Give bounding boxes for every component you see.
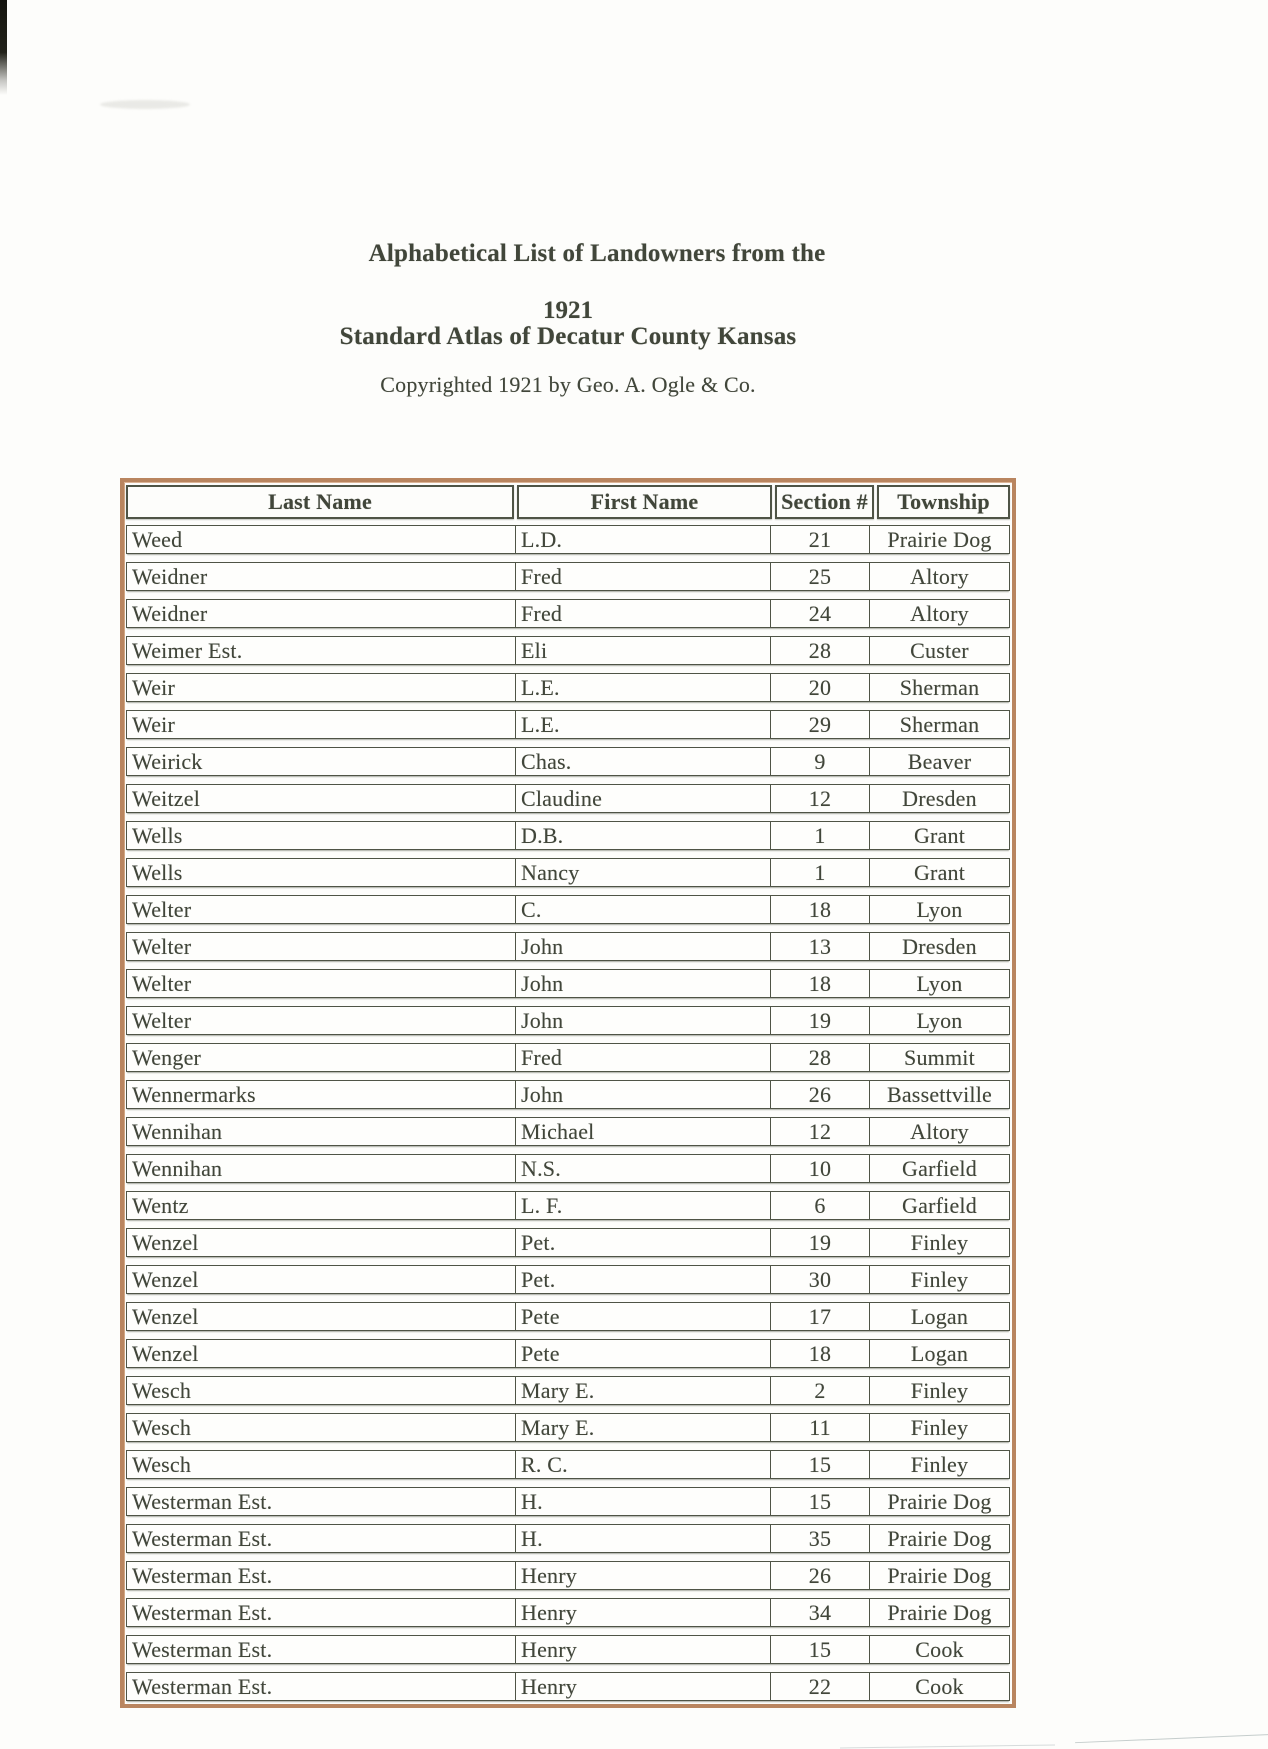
page-title-line3: Standard Atlas of Decatur County Kansas [339, 323, 797, 350]
cell-last-name: Westerman Est. [132, 1673, 273, 1699]
landowners-table [120, 478, 1016, 1708]
cell-township: Finley [869, 1451, 1009, 1478]
cell-last-name: Wentz [132, 1192, 189, 1218]
cell-township: Logan [869, 1303, 1009, 1330]
table-row [126, 1043, 1010, 1072]
cell-section: 18 [770, 896, 869, 923]
cell-township: Prairie Dog [869, 1599, 1009, 1626]
column-header-section: Section # [775, 485, 874, 519]
cell-section: 35 [770, 1525, 869, 1552]
cell-township: Grant [869, 859, 1009, 886]
cell-first-name: L.D. [515, 526, 770, 553]
cell-last-name: Weir [132, 711, 176, 737]
cell-township: Custer [869, 637, 1009, 664]
cell-last-name: Westerman Est. [132, 1562, 273, 1588]
cell-section: 18 [770, 970, 869, 997]
cell-section: 21 [770, 526, 869, 553]
cell-section: 29 [770, 711, 869, 738]
cell-section: 18 [770, 1340, 869, 1367]
cell-township: Finley [869, 1229, 1009, 1256]
table-row [126, 895, 1010, 924]
cell-last-name: Westerman Est. [132, 1636, 273, 1662]
table-row [126, 1450, 1010, 1479]
cell-section: 24 [770, 600, 869, 627]
cell-township: Grant [869, 822, 1009, 849]
cell-last-name: Wenzel [132, 1303, 199, 1329]
table-row [126, 1524, 1010, 1553]
cell-last-name: Welter [132, 1007, 192, 1033]
table-row [126, 1006, 1010, 1035]
cell-township: Garfield [869, 1192, 1009, 1219]
cell-section: 15 [770, 1488, 869, 1515]
cell-section: 20 [770, 674, 869, 701]
table-row [126, 821, 1010, 850]
cell-first-name: N.S. [515, 1155, 770, 1182]
cell-section: 13 [770, 933, 869, 960]
cell-last-name: Weir [132, 674, 176, 700]
cell-first-name: Fred [515, 600, 770, 627]
cell-last-name: Wesch [132, 1451, 192, 1477]
cell-last-name: Wenzel [132, 1266, 199, 1292]
table-row [126, 1265, 1010, 1294]
cell-township: Summit [869, 1044, 1009, 1071]
cell-last-name: Wennihan [132, 1118, 223, 1144]
cell-first-name: Pete [515, 1303, 770, 1330]
table-row [126, 1339, 1010, 1368]
table-row [126, 710, 1010, 739]
cell-first-name: Henry [515, 1599, 770, 1626]
cell-first-name: John [515, 933, 770, 960]
cell-last-name: Weed [132, 526, 183, 552]
cell-section: 12 [770, 785, 869, 812]
cell-last-name: Weirick [132, 748, 203, 774]
cell-first-name: Michael [515, 1118, 770, 1145]
cell-last-name: Weidner [132, 563, 208, 589]
cell-first-name: Henry [515, 1636, 770, 1663]
cell-last-name: Welter [132, 970, 192, 996]
cell-township: Garfield [869, 1155, 1009, 1182]
scan-smudge-artifact [100, 100, 190, 109]
cell-last-name: Weidner [132, 600, 208, 626]
cell-township: Sherman [869, 711, 1009, 738]
cell-first-name: L.E. [515, 711, 770, 738]
cell-first-name: Pet. [515, 1229, 770, 1256]
cell-last-name: Wenger [132, 1044, 202, 1070]
cell-township: Finley [869, 1414, 1009, 1441]
table-row [126, 1672, 1010, 1701]
cell-last-name: Weitzel [132, 785, 201, 811]
cell-first-name: John [515, 970, 770, 997]
cell-first-name: John [515, 1081, 770, 1108]
cell-township: Altory [869, 1118, 1009, 1145]
cell-township: Dresden [869, 933, 1009, 960]
cell-section: 12 [770, 1118, 869, 1145]
cell-township: Cook [869, 1673, 1009, 1700]
cell-first-name: D.B. [515, 822, 770, 849]
cell-section: 17 [770, 1303, 869, 1330]
table-row [126, 784, 1010, 813]
cell-township: Prairie Dog [869, 526, 1009, 553]
table-row [126, 1376, 1010, 1405]
table-row [126, 1191, 1010, 1220]
cell-section: 2 [770, 1377, 869, 1404]
cell-last-name: Weimer Est. [132, 637, 243, 663]
cell-first-name: Chas. [515, 748, 770, 775]
cell-township: Bassettville [869, 1081, 1009, 1108]
cell-township: Sherman [869, 674, 1009, 701]
cell-section: 1 [770, 822, 869, 849]
cell-first-name: H. [515, 1488, 770, 1515]
table-row [126, 636, 1010, 665]
cell-first-name: Henry [515, 1562, 770, 1589]
cell-first-name: Fred [515, 1044, 770, 1071]
cell-first-name: Fred [515, 563, 770, 590]
cell-last-name: Wells [132, 822, 183, 848]
cell-township: Cook [869, 1636, 1009, 1663]
table-row [126, 1598, 1010, 1627]
cell-first-name: Eli [515, 637, 770, 664]
table-row [126, 1561, 1010, 1590]
cell-township: Finley [869, 1266, 1009, 1293]
cell-township: Prairie Dog [869, 1525, 1009, 1552]
cell-first-name: Mary E. [515, 1377, 770, 1404]
cell-section: 25 [770, 563, 869, 590]
cell-first-name: Pet. [515, 1266, 770, 1293]
cell-first-name: John [515, 1007, 770, 1034]
table-row [126, 599, 1010, 628]
cell-section: 15 [770, 1451, 869, 1478]
cell-township: Finley [869, 1377, 1009, 1404]
cell-township: Lyon [869, 896, 1009, 923]
cell-first-name: L.E. [515, 674, 770, 701]
table-row [126, 525, 1010, 554]
cell-section: 26 [770, 1562, 869, 1589]
table-row [126, 1413, 1010, 1442]
cell-last-name: Wesch [132, 1377, 192, 1403]
cell-section: 11 [770, 1414, 869, 1441]
cell-section: 10 [770, 1155, 869, 1182]
table-row [126, 1117, 1010, 1146]
table-row [126, 747, 1010, 776]
table-row [126, 673, 1010, 702]
cell-section: 30 [770, 1266, 869, 1293]
cell-last-name: Wenzel [132, 1229, 199, 1255]
cell-township: Altory [869, 563, 1009, 590]
page-title-line1: Alphabetical List of Landowners from the [368, 240, 826, 267]
cell-section: 1 [770, 859, 869, 886]
cell-first-name: Pete [515, 1340, 770, 1367]
cell-township: Lyon [869, 1007, 1009, 1034]
cell-last-name: Wennihan [132, 1155, 223, 1181]
cell-last-name: Westerman Est. [132, 1488, 273, 1514]
table-row [126, 932, 1010, 961]
cell-last-name: Westerman Est. [132, 1599, 273, 1625]
cell-first-name: R. C. [515, 1451, 770, 1478]
cell-last-name: Welter [132, 933, 192, 959]
cell-first-name: Henry [515, 1673, 770, 1700]
cell-last-name: Welter [132, 896, 192, 922]
page-title-year: 1921 [543, 297, 593, 324]
table-row [126, 969, 1010, 998]
scan-edge-artifact [0, 0, 7, 95]
copyright-line: Copyrighted 1921 by Geo. A. Ogle & Co. [380, 372, 756, 397]
cell-first-name: Claudine [515, 785, 770, 812]
table-row [126, 1228, 1010, 1257]
table-row [126, 1080, 1010, 1109]
cell-section: 22 [770, 1673, 869, 1700]
cell-first-name: C. [515, 896, 770, 923]
cell-section: 34 [770, 1599, 869, 1626]
cell-last-name: Westerman Est. [132, 1525, 273, 1551]
cell-last-name: Wesch [132, 1414, 192, 1440]
scan-scratch-artifact [1075, 1734, 1268, 1743]
table-row [126, 1302, 1010, 1331]
cell-section: 19 [770, 1007, 869, 1034]
cell-township: Beaver [869, 748, 1009, 775]
table-row [126, 858, 1010, 887]
cell-township: Lyon [869, 970, 1009, 997]
cell-last-name: Wells [132, 859, 183, 885]
column-header-first-name: First Name [517, 485, 772, 519]
cell-township: Prairie Dog [869, 1488, 1009, 1515]
cell-township: Altory [869, 600, 1009, 627]
table-body [126, 525, 1010, 1701]
cell-section: 28 [770, 637, 869, 664]
cell-township: Dresden [869, 785, 1009, 812]
column-header-township: Township [877, 485, 1010, 519]
cell-first-name: Nancy [515, 859, 770, 886]
cell-township: Logan [869, 1340, 1009, 1367]
cell-section: 26 [770, 1081, 869, 1108]
cell-first-name: H. [515, 1525, 770, 1552]
cell-first-name: Mary E. [515, 1414, 770, 1441]
table-row [126, 562, 1010, 591]
cell-section: 19 [770, 1229, 869, 1256]
cell-last-name: Wennermarks [132, 1081, 256, 1107]
column-header-last-name: Last Name [126, 485, 514, 519]
table-header-row [126, 485, 1010, 519]
cell-section: 9 [770, 748, 869, 775]
cell-section: 15 [770, 1636, 869, 1663]
table-row [126, 1154, 1010, 1183]
cell-first-name: L. F. [515, 1192, 770, 1219]
table-row [126, 1635, 1010, 1664]
cell-last-name: Wenzel [132, 1340, 199, 1366]
cell-section: 28 [770, 1044, 869, 1071]
table-row [126, 1487, 1010, 1516]
cell-township: Prairie Dog [869, 1562, 1009, 1589]
cell-section: 6 [770, 1192, 869, 1219]
